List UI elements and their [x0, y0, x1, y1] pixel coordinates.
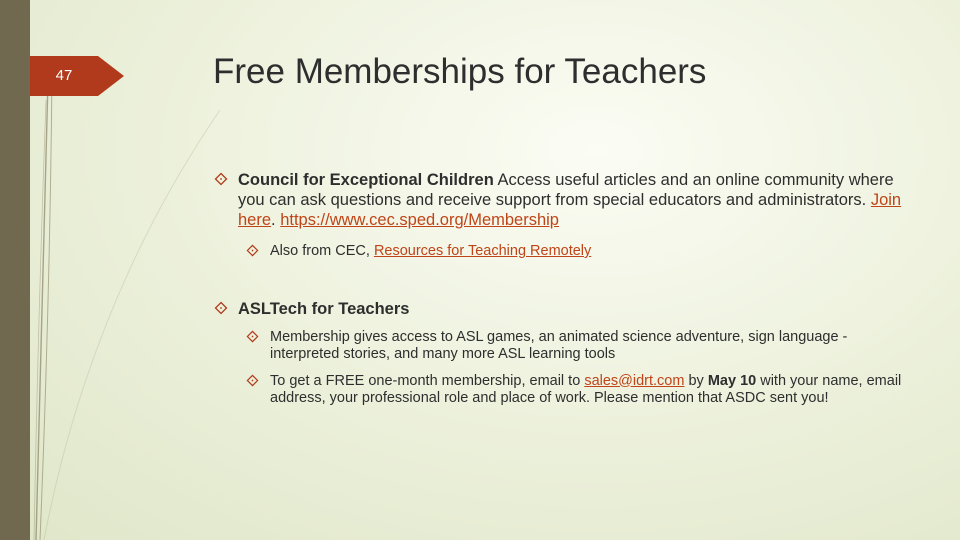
diamond-outline-icon	[246, 374, 259, 387]
free-trial-post: with your name, email address, your professional role and place of work. Please mention that ASDC sent you!	[270, 372, 902, 406]
bullet-asltech-free-trial	[246, 373, 914, 408]
diamond-outline-icon	[214, 172, 228, 186]
bullet-cec	[214, 170, 914, 230]
cec-join-link[interactable]: Join here	[238, 191, 902, 229]
cec-description: Access useful articles and an online community where you can ask questions and receive support from special educators and administrators.	[238, 171, 894, 209]
cec-resources-prefix: Also from CEC,	[270, 243, 374, 259]
slide-title: Free Memberships for Teachers	[213, 52, 707, 91]
diamond-outline-icon	[246, 244, 259, 257]
slide-number: 47	[55, 67, 73, 84]
cec-membership-url-link[interactable]: https://www.cec.sped.org/Membership	[280, 211, 559, 229]
sales-email-link[interactable]: sales@idrt.com	[584, 372, 685, 389]
resources-teaching-remotely-link[interactable]: Resources for Teaching Remotely	[373, 243, 592, 259]
diamond-outline-icon	[246, 330, 259, 343]
asltech-title: ASLTech for Teachers	[238, 299, 410, 318]
diamond-outline-icon	[214, 301, 228, 315]
deadline-date: May 10	[707, 372, 757, 389]
cec-separator: .	[271, 211, 281, 229]
free-trial-pre: To get a FREE one-month membership, email to	[270, 372, 585, 389]
bullet-asltech	[214, 299, 914, 319]
bullet-asltech-membership	[246, 329, 914, 364]
cec-org-name: Council for Exceptional Children	[238, 171, 494, 189]
free-trial-mid: by	[684, 372, 708, 389]
slide-content	[214, 170, 914, 408]
bullet-cec-resources	[246, 243, 914, 261]
asltech-membership-text: Membership gives access to ASL games, an animated science adventure, sign language -interpreted stories, and many more ASL learning tools	[270, 328, 848, 362]
